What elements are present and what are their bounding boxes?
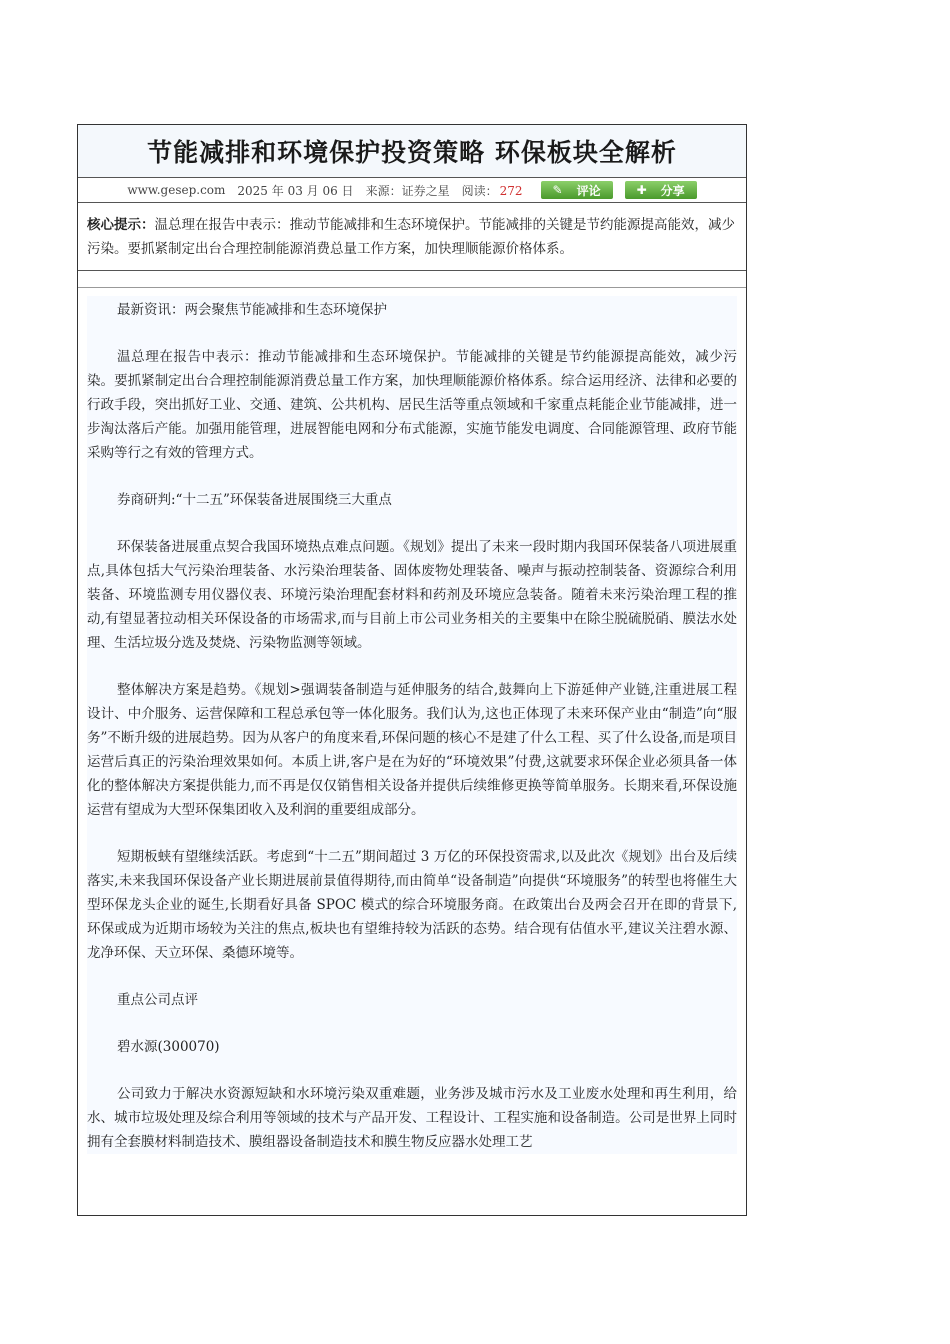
summary-label: 核心提示： [87,217,155,233]
share-button-label: 分享 [660,183,685,198]
article-paragraph: 券商研判:“十二五”环保装备进展围绕三大重点 [117,492,392,508]
plus-icon: ✚ [636,183,647,197]
pencil-icon: ✎ [552,183,563,197]
page-title: 节能减排和环境保护投资策略 环保板块全解析 [147,138,677,167]
meta-bar [78,178,746,203]
share-button[interactable] [625,181,697,199]
reads-label: 阅读： [461,183,498,198]
article-frame [77,124,747,1216]
summary-text: 温总理在报告中表示：推动节能减排和生态环境保护。节能减排的关键是节约能源提高能效，减少污染。要抓紧制定出台合理控制能源消费总量工作方案，加快理顺能源价格体系。 [87,217,735,257]
reads-count: 272 [499,183,523,198]
source-label: 来源： [365,183,402,198]
comment-button-label: 评论 [576,183,601,198]
source-name: 证券之星 [401,183,450,198]
reads-info [462,182,529,199]
site-link[interactable]: www.gesep.com [127,183,226,197]
title-bar [78,125,746,178]
article-paragraph: 整体解决方案是趋势。《规划>强调装备制造与延伸服务的结合,鼓舞向上下游延伸产业链,注重进展工程设计、中介服务、运营保障和工程总承包等一体化服务。我们认为,这也正体现了未来环保产业由“制造”向“服务”不断升级的进展趋势。因为从客户的角度来看,环保问题的核心不是建了什么工程、买了什么设备,而是项目运营后真正的污染治理效果如何。本质上讲,客户是在为好的“环境效果”付费,这就要求环保企业必须具备一体化的整体解决方案提供能力,而不再是仅仅销售相关设备并提供后续维修更换等简单服务。长期来看,环保设施运营有望成为大型环保集团收入及利润的重要组成部分。 [87,682,737,818]
article-paragraph: 重点公司点评 [117,992,198,1008]
article-paragraph: 短期板蛱有望继续活跃。考虑到“十二五”期间超过 3 万亿的环保投资需求,以及此次《规划》出台及后续落实,未来我国环保设备产业长期进展前景值得期待,而由简单“设备制造”向提供“环境服务”的转型也将催生大型环保龙头企业的诞生,长期看好具备 SPOC 模式的综合环境服务商。在政策出台及两会召开在即的背景下,环保或成为近期市场较为关注的焦点,板块也有望维持较为活跃的态势。结合现有估值水平,建议关注碧水源、龙净环保、天立环保、桑德环境等。 [87,849,737,961]
divider [78,271,746,288]
article-paragraph: 环保装备进展重点契合我国环境热点难点问题。《规划》提出了未来一段时期内我国环保装备八项进展重点,具体包括大气污染治理装备、水污染治理装备、固体废物处理装备、噪声与振动控制装备、资源综合利用装备、环境监测专用仪器仪表、环境污染治理配套材料和药剂及环境应急装备。随着未来污染治理工程的推动,有望显著拉动相关环保设备的市场需求,而与目前上市公司业务相关的主要集中在除尘脱硫脱硝、膜法水处理、生活垃圾分选及焚烧、污染物监测等领域。 [87,539,737,651]
article-paragraph: 最新资讯：两会聚焦节能减排和生态环境保护 [117,302,387,318]
article-paragraph: 温总理在报告中表示：推动节能减排和生态环境保护。节能减排的关键是节约能源提高能效，减少污染。要抓紧制定出台合理控制能源消费总量工作方案，加快理顺能源价格体系。综合运用经济、法律和必要的行政手段，突出抓好工业、交通、建筑、公共机构、居民生活等重点领域和千家重点耗能企业节能减排，进一步淘汰落后产能。加强用能管理，进展智能电网和分布式能源，实施节能发电调度、合同能源管理、政府节能采购等行之有效的管理方式。 [87,349,737,461]
core-summary [78,203,746,271]
source-info [366,182,450,199]
article-paragraph: 碧水源(300070) [117,1039,220,1055]
article-body [87,296,737,1154]
article-paragraph: 公司致力于解决水资源短缺和水环境污染双重难题，业务涉及城市污水及工业废水处理和再生利用，给水、城市垃圾处理及综合利用等领域的技术与产品开发、工程设计、工程实施和设备制造。公司是世界上同时拥有全套膜材料制造技术、膜组器设备制造技术和膜生物反应器水处理工艺 [87,1086,737,1150]
publish-date: 2025 年 03 月 06 日 [237,183,354,198]
comment-button[interactable] [541,181,613,199]
